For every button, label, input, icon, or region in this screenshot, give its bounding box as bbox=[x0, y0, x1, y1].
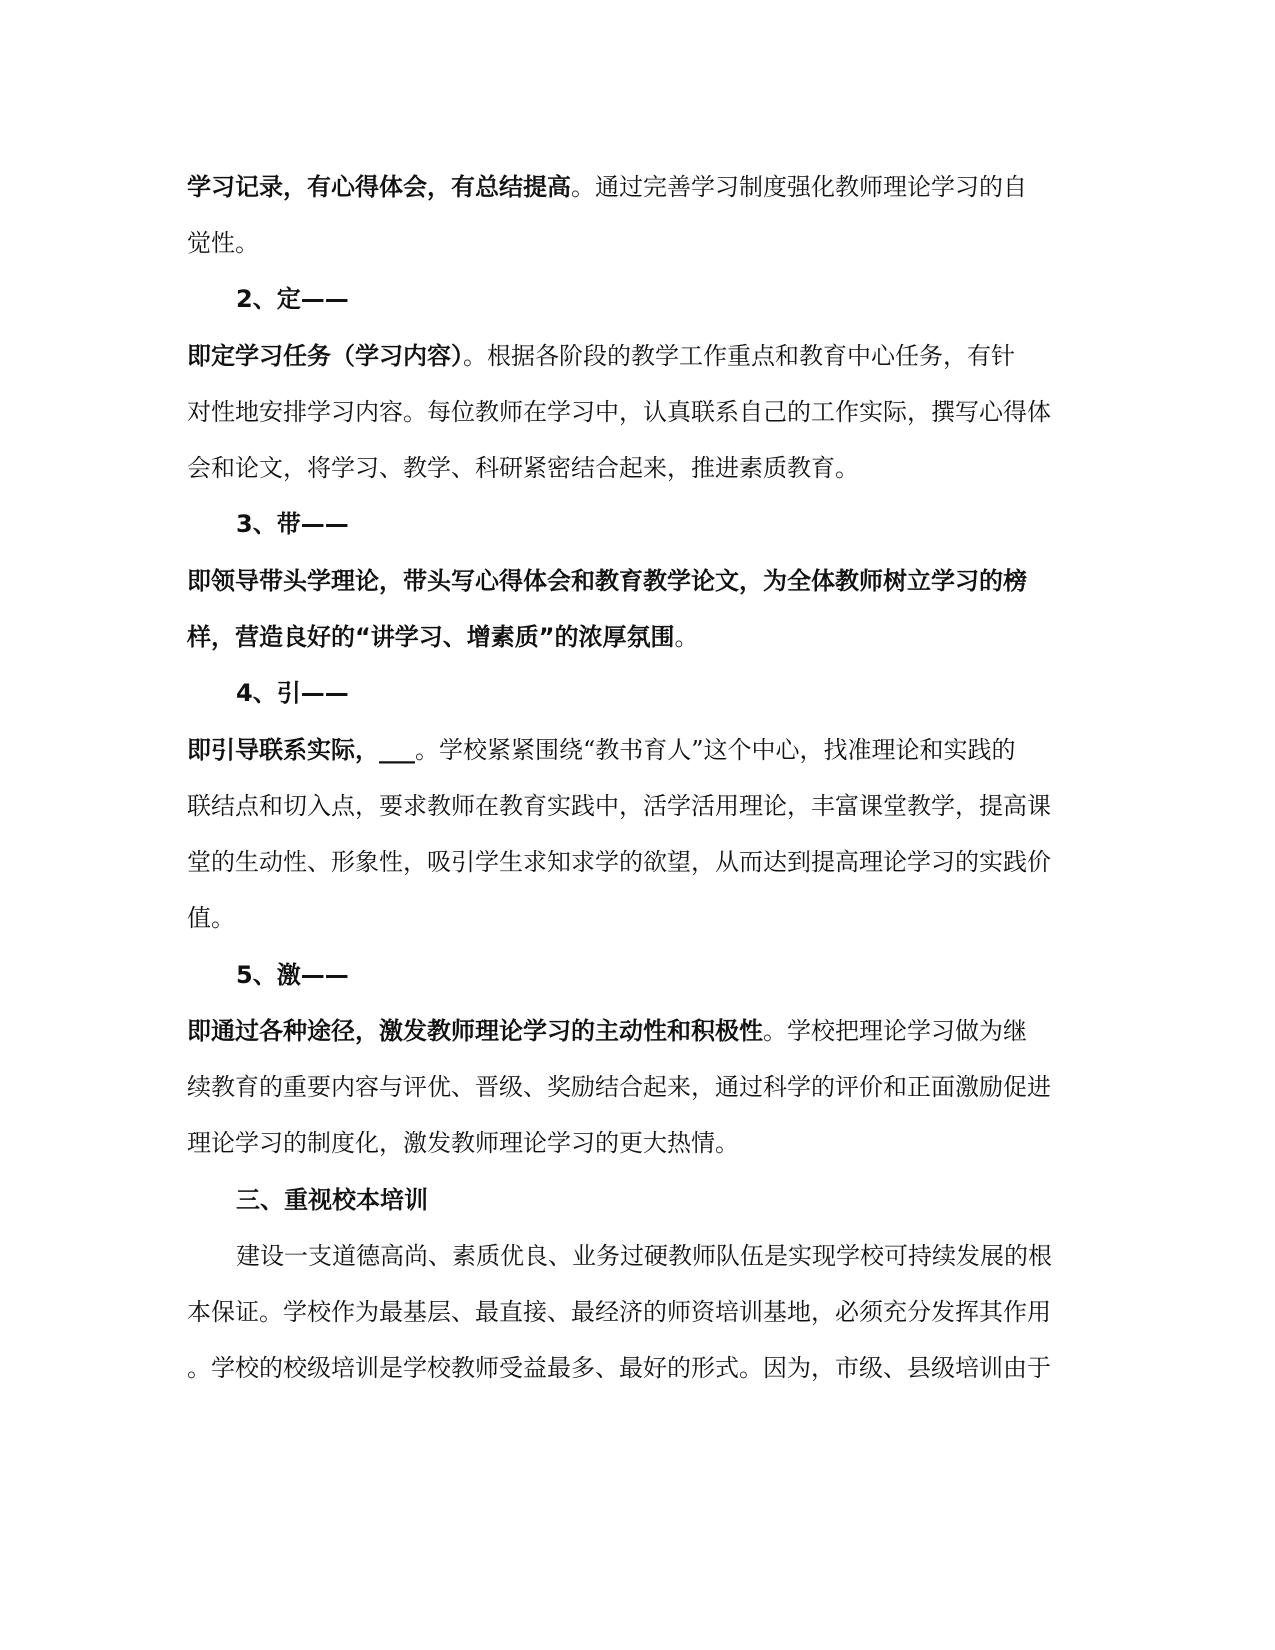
body-text: 。根据各阶段的教学工作重点和教育中心任务，有针 bbox=[463, 342, 1015, 370]
text-line bbox=[187, 170, 1087, 204]
text-line bbox=[187, 901, 1087, 935]
text-line bbox=[187, 1126, 1087, 1160]
body-text: 理论学习的制度化，激发教师理论学习的更大热情。 bbox=[187, 1129, 739, 1157]
body-text: 。学校的校级培训是学校教师受益最多、最好的形式。因为，市级、县级培训由于 bbox=[187, 1354, 1051, 1382]
section-heading bbox=[236, 676, 1136, 710]
text-line bbox=[187, 226, 1087, 260]
body-text: 。学校把理论学习做为继 bbox=[763, 1017, 1027, 1045]
section-heading bbox=[236, 282, 1136, 316]
body-text: 。 bbox=[674, 623, 699, 651]
body-text: 堂的生动性、形象性，吸引学生求知求学的欲望，从而达到提高理论学习的实践价 bbox=[187, 848, 1051, 876]
heading-text: 3、带—— bbox=[236, 510, 349, 538]
bold-text: 即通过各种途径，激发教师理论学习的主动性和积极性 bbox=[187, 1017, 763, 1045]
heading-text: 三、重视校本培训 bbox=[236, 1186, 428, 1214]
heading-text: 5、激—— bbox=[236, 961, 349, 989]
body-text: 会和论文，将学习、教学、科研紧密结合起来，推进素质教育。 bbox=[187, 454, 859, 482]
text-line bbox=[187, 620, 1087, 654]
bold-text: 样，营造良好的“讲学习、增素质”的浓厚氛围 bbox=[187, 623, 675, 651]
section-heading bbox=[236, 958, 1136, 992]
body-text: 。学校紧紧围绕“教书育人”这个中心，找准理论和实践的 bbox=[415, 736, 1016, 764]
body-text: 。通过完善学习制度强化教师理论学习的自 bbox=[571, 173, 1027, 201]
body-text: 对性地安排学习内容。每位教师在学习中，认真联系自己的工作实际，撰写心得体 bbox=[187, 398, 1051, 426]
text-line bbox=[187, 1295, 1087, 1329]
paragraph-start bbox=[236, 1239, 1136, 1273]
body-text: 联结点和切入点，要求教师在教育实践中，活学活用理论，丰富课堂教学，提高课 bbox=[187, 792, 1051, 820]
text-line bbox=[187, 1014, 1087, 1048]
text-line bbox=[187, 1070, 1087, 1104]
heading-text: 2、定—— bbox=[236, 285, 349, 313]
body-text: 值。 bbox=[187, 904, 235, 932]
body-text: 续教育的重要内容与评优、晋级、奖励结合起来，通过科学的评价和正面激励促进 bbox=[187, 1073, 1051, 1101]
text-line bbox=[187, 789, 1087, 823]
text-line bbox=[187, 733, 1087, 767]
section-heading bbox=[236, 1183, 1136, 1217]
text-line bbox=[187, 339, 1087, 373]
text-line bbox=[187, 1351, 1087, 1385]
text-line bbox=[187, 845, 1087, 879]
body-text: 觉性。 bbox=[187, 229, 259, 257]
bold-text: 即引导联系实际，___ bbox=[187, 736, 415, 764]
body-text: 建设一支道德高尚、素质优良、业务过硬教师队伍是实现学校可持续发展的根 bbox=[236, 1242, 1052, 1270]
bold-text: 即领导带头学理论，带头写心得体会和教育教学论文，为全体教师树立学习的榜 bbox=[187, 567, 1027, 595]
text-line bbox=[187, 395, 1087, 429]
section-heading bbox=[236, 507, 1136, 541]
body-text: 本保证。学校作为最基层、最直接、最经济的师资培训基地，必须充分发挥其作用 bbox=[187, 1298, 1051, 1326]
bold-text: 即定学习任务（学习内容） bbox=[187, 342, 463, 370]
text-line bbox=[187, 564, 1087, 598]
heading-text: 4、引—— bbox=[236, 679, 349, 707]
text-line bbox=[187, 451, 1087, 485]
bold-text: 学习记录，有心得体会，有总结提高 bbox=[187, 173, 571, 201]
